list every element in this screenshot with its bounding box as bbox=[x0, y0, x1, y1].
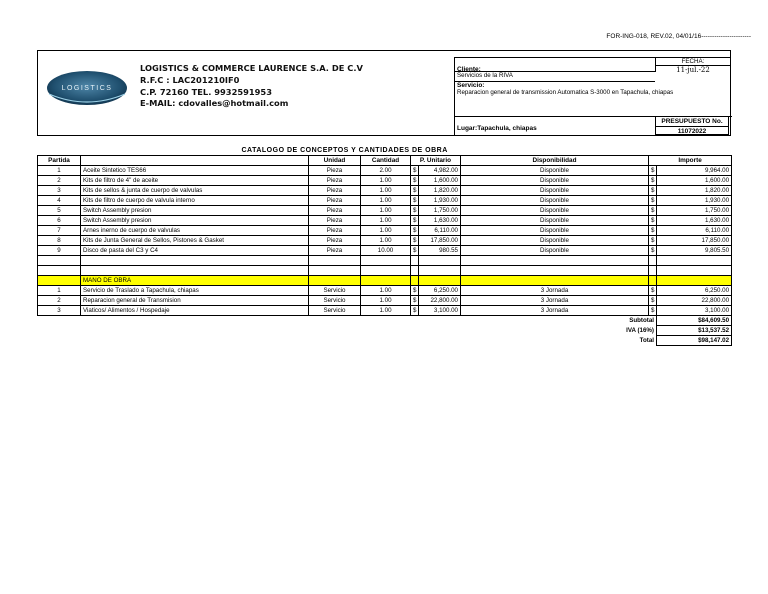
cell-description: Aceite Sintetico TES66 bbox=[81, 166, 309, 176]
total-row bbox=[38, 336, 732, 346]
company-logo bbox=[46, 66, 128, 110]
cell-precio-unitario: 4,982.00 bbox=[419, 166, 461, 176]
total-value: $98,147.02 bbox=[657, 336, 732, 346]
col-importe: Importe bbox=[649, 156, 732, 166]
cell-currency: $ bbox=[411, 176, 419, 186]
cell-cantidad: 1.00 bbox=[361, 216, 411, 226]
logo-text: LOGISTICS bbox=[61, 85, 113, 92]
iva-label: IVA (16%) bbox=[626, 327, 654, 334]
total-label: Total bbox=[639, 337, 654, 344]
cell-precio-unitario: 17,850.00 bbox=[419, 236, 461, 246]
cell-importe: 22,800.00 bbox=[657, 296, 732, 306]
material-row bbox=[38, 226, 732, 236]
cell-unidad: Pieza bbox=[309, 216, 361, 226]
cell-cantidad: 1.00 bbox=[361, 286, 411, 296]
cell-description: Kits de sellos & junta de cuerpo de valvulas bbox=[81, 186, 309, 196]
cell-unidad: Pieza bbox=[309, 226, 361, 236]
cell-unidad: Servicio bbox=[309, 286, 361, 296]
cell-importe: 1,820.00 bbox=[657, 186, 732, 196]
cell-precio-unitario: 22,800.00 bbox=[419, 296, 461, 306]
cell-precio-unitario: 1,930.00 bbox=[419, 196, 461, 206]
cell-partida: 1 bbox=[38, 166, 81, 176]
company-cp-tel: C.P. 72160 TEL. 9932591953 bbox=[140, 86, 272, 97]
cell-unidad: Pieza bbox=[309, 176, 361, 186]
cell-cantidad: 1.00 bbox=[361, 196, 411, 206]
cell-importe: 3,100.00 bbox=[657, 306, 732, 316]
labor-row bbox=[38, 306, 732, 316]
cell-description: Servicio de Traslado a Tapachula, chiapas bbox=[81, 286, 309, 296]
cell-importe-currency: $ bbox=[649, 166, 657, 176]
fecha-label: FECHA: bbox=[656, 58, 730, 66]
cell-cantidad: 10.00 bbox=[361, 246, 411, 256]
cell-disponibilidad: Disponible bbox=[461, 166, 649, 176]
cell-precio-unitario: 1,630.00 bbox=[419, 216, 461, 226]
cell-cantidad: 1.00 bbox=[361, 226, 411, 236]
mano-obra-row bbox=[38, 276, 732, 286]
cell-currency: $ bbox=[411, 306, 419, 316]
cell-unidad: Pieza bbox=[309, 166, 361, 176]
cell-partida: 1 bbox=[38, 286, 81, 296]
cell-importe: 9,805.50 bbox=[657, 246, 732, 256]
company-email: E-MAIL: cdovalles@hotmail.com bbox=[140, 98, 289, 109]
cell-partida: 9 bbox=[38, 246, 81, 256]
cell-currency: $ bbox=[411, 206, 419, 216]
company-info bbox=[140, 63, 363, 110]
col-unidad: Unidad bbox=[309, 156, 361, 166]
cell-description: Switch Assembly presion bbox=[81, 216, 309, 226]
cell-importe-currency: $ bbox=[649, 196, 657, 206]
fecha-box bbox=[655, 57, 731, 72]
material-row bbox=[38, 216, 732, 226]
cell-currency: $ bbox=[411, 216, 419, 226]
material-row bbox=[38, 246, 732, 256]
cell-currency: $ bbox=[411, 236, 419, 246]
material-row bbox=[38, 186, 732, 196]
cliente-label: Cliente: bbox=[457, 66, 481, 73]
catalog-title: CATALOGO DE CONCEPTOS Y CANTIDADES DE OBRA bbox=[241, 147, 448, 154]
presupuesto-value: 11072022 bbox=[677, 128, 707, 135]
cell-partida: 8 bbox=[38, 236, 81, 246]
cell-importe-currency: $ bbox=[649, 286, 657, 296]
cell-partida: 5 bbox=[38, 206, 81, 216]
cell-description: Kits de filtro de 4" de aceite bbox=[81, 176, 309, 186]
servicio-value: Reparacion general de transmission Automatica S-3000 en Tapachula, chiapas bbox=[457, 89, 674, 96]
cell-partida: 3 bbox=[38, 186, 81, 196]
cell-unidad: Servicio bbox=[309, 296, 361, 306]
cell-importe-currency: $ bbox=[649, 186, 657, 196]
cell-partida: 3 bbox=[38, 306, 81, 316]
cell-unidad: Pieza bbox=[309, 186, 361, 196]
cell-importe: 1,930.00 bbox=[657, 196, 732, 206]
material-row bbox=[38, 176, 732, 186]
cell-disponibilidad: Disponible bbox=[461, 246, 649, 256]
company-rfc: R.F.C : LAC201210IF0 bbox=[140, 74, 240, 85]
header-box bbox=[37, 50, 731, 136]
client-block bbox=[454, 57, 674, 135]
mano-obra-label: MANO DE OBRA bbox=[81, 276, 309, 286]
presupuesto-box bbox=[655, 116, 729, 135]
cell-importe-currency: $ bbox=[649, 296, 657, 306]
cell-precio-unitario: 1,820.00 bbox=[419, 186, 461, 196]
cell-importe-currency: $ bbox=[649, 216, 657, 226]
cell-currency: $ bbox=[411, 196, 419, 206]
cell-partida: 2 bbox=[38, 176, 81, 186]
cell-cantidad: 1.00 bbox=[361, 236, 411, 246]
col-punitario: P. Unitario bbox=[411, 156, 461, 166]
cell-importe-currency: $ bbox=[649, 236, 657, 246]
subtotal-value: $84,609.50 bbox=[657, 316, 732, 326]
cell-partida: 2 bbox=[38, 296, 81, 306]
cell-precio-unitario: 980.55 bbox=[419, 246, 461, 256]
lugar-label: Lugar:Tapachula, chiapas bbox=[457, 125, 537, 132]
labor-row bbox=[38, 286, 732, 296]
material-row bbox=[38, 206, 732, 216]
cell-currency: $ bbox=[411, 226, 419, 236]
cell-disponibilidad: Disponible bbox=[461, 216, 649, 226]
cell-disponibilidad: 3 Jornada bbox=[461, 286, 649, 296]
cell-currency: $ bbox=[411, 186, 419, 196]
cell-importe-currency: $ bbox=[649, 226, 657, 236]
servicio-label: Servicio: bbox=[457, 82, 485, 89]
cell-importe: 6,250.00 bbox=[657, 286, 732, 296]
cell-unidad: Pieza bbox=[309, 236, 361, 246]
cell-precio-unitario: 6,110.00 bbox=[419, 226, 461, 236]
cell-currency: $ bbox=[411, 296, 419, 306]
cell-precio-unitario: 6,250.00 bbox=[419, 286, 461, 296]
cell-cantidad: 1.00 bbox=[361, 206, 411, 216]
cell-importe: 1,750.00 bbox=[657, 206, 732, 216]
cell-description: Switch Assembly presion bbox=[81, 206, 309, 216]
cell-disponibilidad: Disponible bbox=[461, 196, 649, 206]
presupuesto-label: PRESUPUESTO No. bbox=[656, 117, 728, 127]
iva-value: $13,537.52 bbox=[657, 326, 732, 336]
cell-description: Kits de Junta General de Sellos, Pistones & Gasket bbox=[81, 236, 309, 246]
cell-cantidad: 1.00 bbox=[361, 176, 411, 186]
cell-precio-unitario: 3,100.00 bbox=[419, 306, 461, 316]
subtotal-row bbox=[38, 316, 732, 326]
cell-importe-currency: $ bbox=[649, 176, 657, 186]
cell-description: Disco de pasta del C3 y C4 bbox=[81, 246, 309, 256]
cell-importe: 17,850.00 bbox=[657, 236, 732, 246]
cell-disponibilidad: 3 Jornada bbox=[461, 306, 649, 316]
catalog-table bbox=[37, 146, 732, 346]
cell-cantidad: 1.00 bbox=[361, 296, 411, 306]
cell-disponibilidad: Disponible bbox=[461, 226, 649, 236]
material-row bbox=[38, 166, 732, 176]
cell-importe: 1,630.00 bbox=[657, 216, 732, 226]
cell-importe: 9,964.00 bbox=[657, 166, 732, 176]
cell-importe-currency: $ bbox=[649, 246, 657, 256]
cell-cantidad: 1.00 bbox=[361, 306, 411, 316]
company-name: LOGISTICS & COMMERCE LAURENCE S.A. DE C.V bbox=[140, 63, 363, 73]
subtotal-label: Subtotal bbox=[629, 317, 654, 325]
document-reference: FOR-ING-018, REV.02, 04/01/16----------------------- bbox=[606, 33, 751, 40]
cell-unidad: Pieza bbox=[309, 206, 361, 216]
cell-precio-unitario: 1,600.00 bbox=[419, 176, 461, 186]
cell-importe-currency: $ bbox=[649, 306, 657, 316]
cell-description: Arnes inerno de cuerpo de valvulas bbox=[81, 226, 309, 236]
cell-importe-currency: $ bbox=[649, 206, 657, 216]
cell-description: Kits de filtro de cuerpo de valvula interno bbox=[81, 196, 309, 206]
cell-importe: 6,110.00 bbox=[657, 226, 732, 236]
cell-disponibilidad: Disponible bbox=[461, 236, 649, 246]
labor-row bbox=[38, 296, 732, 306]
cell-cantidad: 1.00 bbox=[361, 186, 411, 196]
material-row bbox=[38, 196, 732, 206]
cell-description: Reparacion general de Transmision bbox=[81, 296, 309, 306]
cell-disponibilidad: Disponible bbox=[461, 206, 649, 216]
iva-row bbox=[38, 326, 732, 336]
col-disponibilidad: Disponibilidad bbox=[461, 156, 649, 166]
fecha-value: 11-jul.-22 bbox=[676, 66, 710, 74]
cell-unidad: Pieza bbox=[309, 246, 361, 256]
cell-currency: $ bbox=[411, 246, 419, 256]
table-header bbox=[38, 156, 732, 166]
cell-cantidad: 2.00 bbox=[361, 166, 411, 176]
cell-disponibilidad: Disponible bbox=[461, 176, 649, 186]
cell-disponibilidad: 3 Jornada bbox=[461, 296, 649, 306]
cell-currency: $ bbox=[411, 166, 419, 176]
cell-partida: 6 bbox=[38, 216, 81, 226]
cell-currency: $ bbox=[411, 286, 419, 296]
cell-importe: 1,600.00 bbox=[657, 176, 732, 186]
cell-description: Viaticos/ Alimentos / Hospedaje bbox=[81, 306, 309, 316]
cell-disponibilidad: Disponible bbox=[461, 186, 649, 196]
cell-partida: 4 bbox=[38, 196, 81, 206]
cell-precio-unitario: 1,750.00 bbox=[419, 206, 461, 216]
cell-unidad: Pieza bbox=[309, 196, 361, 206]
cell-partida: 7 bbox=[38, 226, 81, 236]
cliente-value: Servicios de la RIVA bbox=[457, 72, 513, 79]
cell-unidad: Servicio bbox=[309, 306, 361, 316]
material-row bbox=[38, 236, 732, 246]
col-partida: Partida bbox=[38, 156, 81, 166]
col-cantidad: Cantidad bbox=[361, 156, 411, 166]
